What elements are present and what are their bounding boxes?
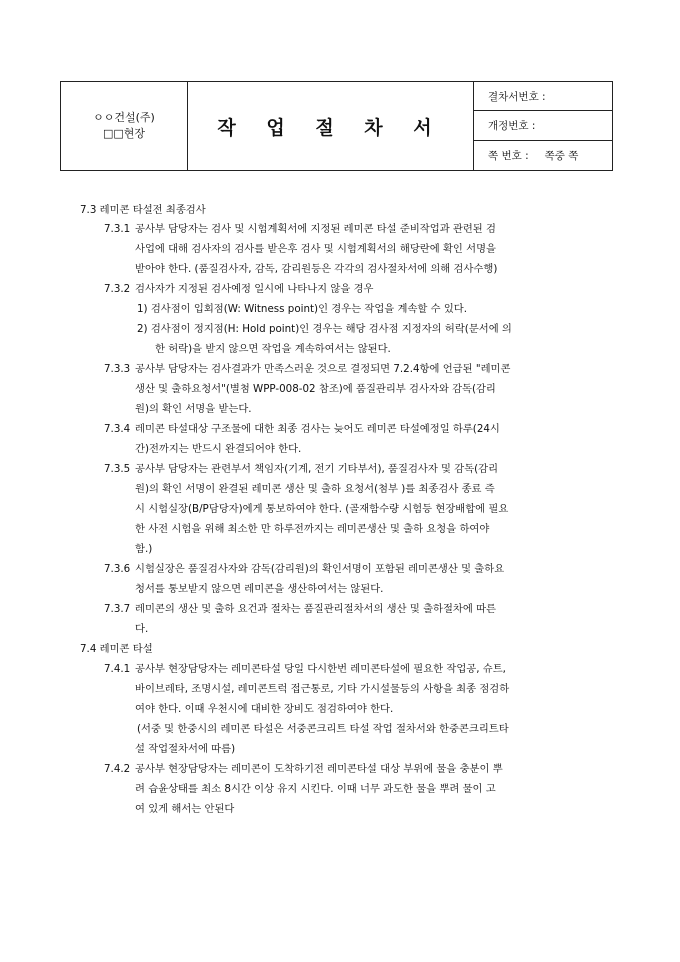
clause-line: 레미콘 타설대상 구조물에 대한 최종 검사는 늦어도 레미콘 타설예정일 하루(24시 xyxy=(135,423,500,435)
list-item: 1) 검사점이 입회점(W: Witness point)인 경우는 작업을 계속할 수 있다. xyxy=(137,303,468,315)
clause-line: 간)전까지는 반드시 완결되어야 한다. xyxy=(135,443,302,455)
clause-line: 다. xyxy=(135,623,149,635)
clause-number: 7.3.7 xyxy=(104,603,131,615)
clause-line: 시 시험실장(B/P담당자)에게 통보하여야 한다. (골재함수량 시험등 현장배합에 필요 xyxy=(135,503,509,515)
clause-number: 7.3.3 xyxy=(104,363,131,375)
clause-number: 7.3.6 xyxy=(104,563,131,575)
clause-line: 원)의 확인 서명을 받는다. xyxy=(135,403,252,415)
clause-line: 사업에 대해 검사자의 검사를 받은후 검사 및 시험계획서의 해당란에 확인 서명을 xyxy=(135,243,496,255)
page-number-field xyxy=(474,141,612,170)
clause-line: 공사부 현장담당자는 레미콘이 도착하기전 레미콘타설 대상 부위에 물을 충분이 뿌 xyxy=(135,763,503,775)
section-heading-7-3: 7.3 레미콘 타설전 최종검사 xyxy=(80,204,206,216)
clause-number: 7.4.2 xyxy=(104,763,131,775)
revision-field: 개정번호 : xyxy=(474,111,612,140)
clause-line: 공사부 담당자는 검사결과가 만족스러운 것으로 결정되면 7.2.4항에 언급된 "레미콘 xyxy=(135,363,511,375)
list-item: 2) 검사점이 정지점(H: Hold point)인 경우는 해당 검사점 지정자의 허락(문서에 의 xyxy=(137,323,512,335)
page-number-label: 쪽 번호 : xyxy=(488,149,529,162)
clause-line: 함.) xyxy=(135,543,153,555)
page-number-value: 쪽중 쪽 xyxy=(544,149,579,162)
clause-line: 설 작업절차서에 따름) xyxy=(135,743,236,755)
clause-number: 7.3.2 xyxy=(104,283,131,295)
clause-line: 검사자가 지정된 검사예정 일시에 나타나지 않을 경우 xyxy=(135,283,374,295)
company-name: ㅇㅇ건설(주) xyxy=(93,111,155,124)
clause-line: 생산 및 출하요청서"(별첨 WPP-008-02 참조)에 품질관리부 검사자와 감독(감리 xyxy=(135,383,496,395)
company-cell xyxy=(61,82,188,170)
document-title: 작 업 절 차 서 xyxy=(188,82,474,170)
clause-number: 7.4.1 xyxy=(104,663,131,675)
clause-line: 받아야 한다. (품질검사자, 감독, 감리원등은 각각의 검사절차서에 의해 검사수행) xyxy=(135,263,498,275)
clause-line: 바이브레타, 조명시설, 레미콘트럭 접근통로, 기타 가시설물등의 사항을 최종 점검하 xyxy=(135,683,510,695)
clause-number: 7.3.4 xyxy=(104,423,131,435)
site-name: □□현장 xyxy=(102,127,146,140)
clause-line: 시험실장은 품질검사자와 감독(감리원)의 확인서명이 포함된 레미콘생산 및 출하요 xyxy=(135,563,505,575)
clause-line: 공사부 담당자는 검사 및 시험계획서에 지정된 레미콘 타설 준비작업과 관련된 검 xyxy=(135,223,496,235)
clause-line: 려 습윤상태를 최소 8시간 이상 유지 시킨다. 이때 너무 과도한 물을 뿌려 물이 고 xyxy=(135,783,496,795)
clause-line: 레미콘의 생산 및 출하 요건과 절차는 품질관리절차서의 생산 및 출하절차에 따른 xyxy=(135,603,496,615)
clause-line: 청서를 통보받지 않으면 레미콘을 생산하여서는 않된다. xyxy=(135,583,384,595)
clause-line: (서중 및 한중시의 레미콘 타설은 서중콘크리트 타설 작업 절차서와 한중콘크리트타 xyxy=(137,723,509,735)
list-item: 한 허락)을 받지 않으면 작업을 계속하여서는 않된다. xyxy=(155,343,391,355)
doc-number-field: 결차서번호 : xyxy=(474,82,612,111)
clause-line: 여 있게 해서는 안된다 xyxy=(135,803,235,815)
clause-line: 원)의 확인 서명이 완결된 레미콘 생산 및 출하 요청서(첨부 )를 최종검사 종료 즉 xyxy=(135,483,495,495)
clause-line: 공사부 현장담당자는 레미콘타설 당일 다시한번 레미콘타설에 필요한 작업공, 슈트, xyxy=(135,663,506,675)
document-header-table xyxy=(60,81,613,171)
section-heading-7-4: 7.4 레미콘 타설 xyxy=(80,643,153,655)
clause-line: 공사부 담당자는 관련부서 책임자(기계, 전기 기타부서), 품질검사자 및 감독(감리 xyxy=(135,463,499,475)
clause-line: 한 사전 시험을 위해 최소한 만 하루전까지는 레미콘생산 및 출하 요청을 하여야 xyxy=(135,523,490,535)
clause-number: 7.3.1 xyxy=(104,223,131,235)
clause-number: 7.3.5 xyxy=(104,463,131,475)
clause-line: 여야 한다. 이때 우천시에 대비한 장비도 점검하여야 한다. xyxy=(135,703,394,715)
